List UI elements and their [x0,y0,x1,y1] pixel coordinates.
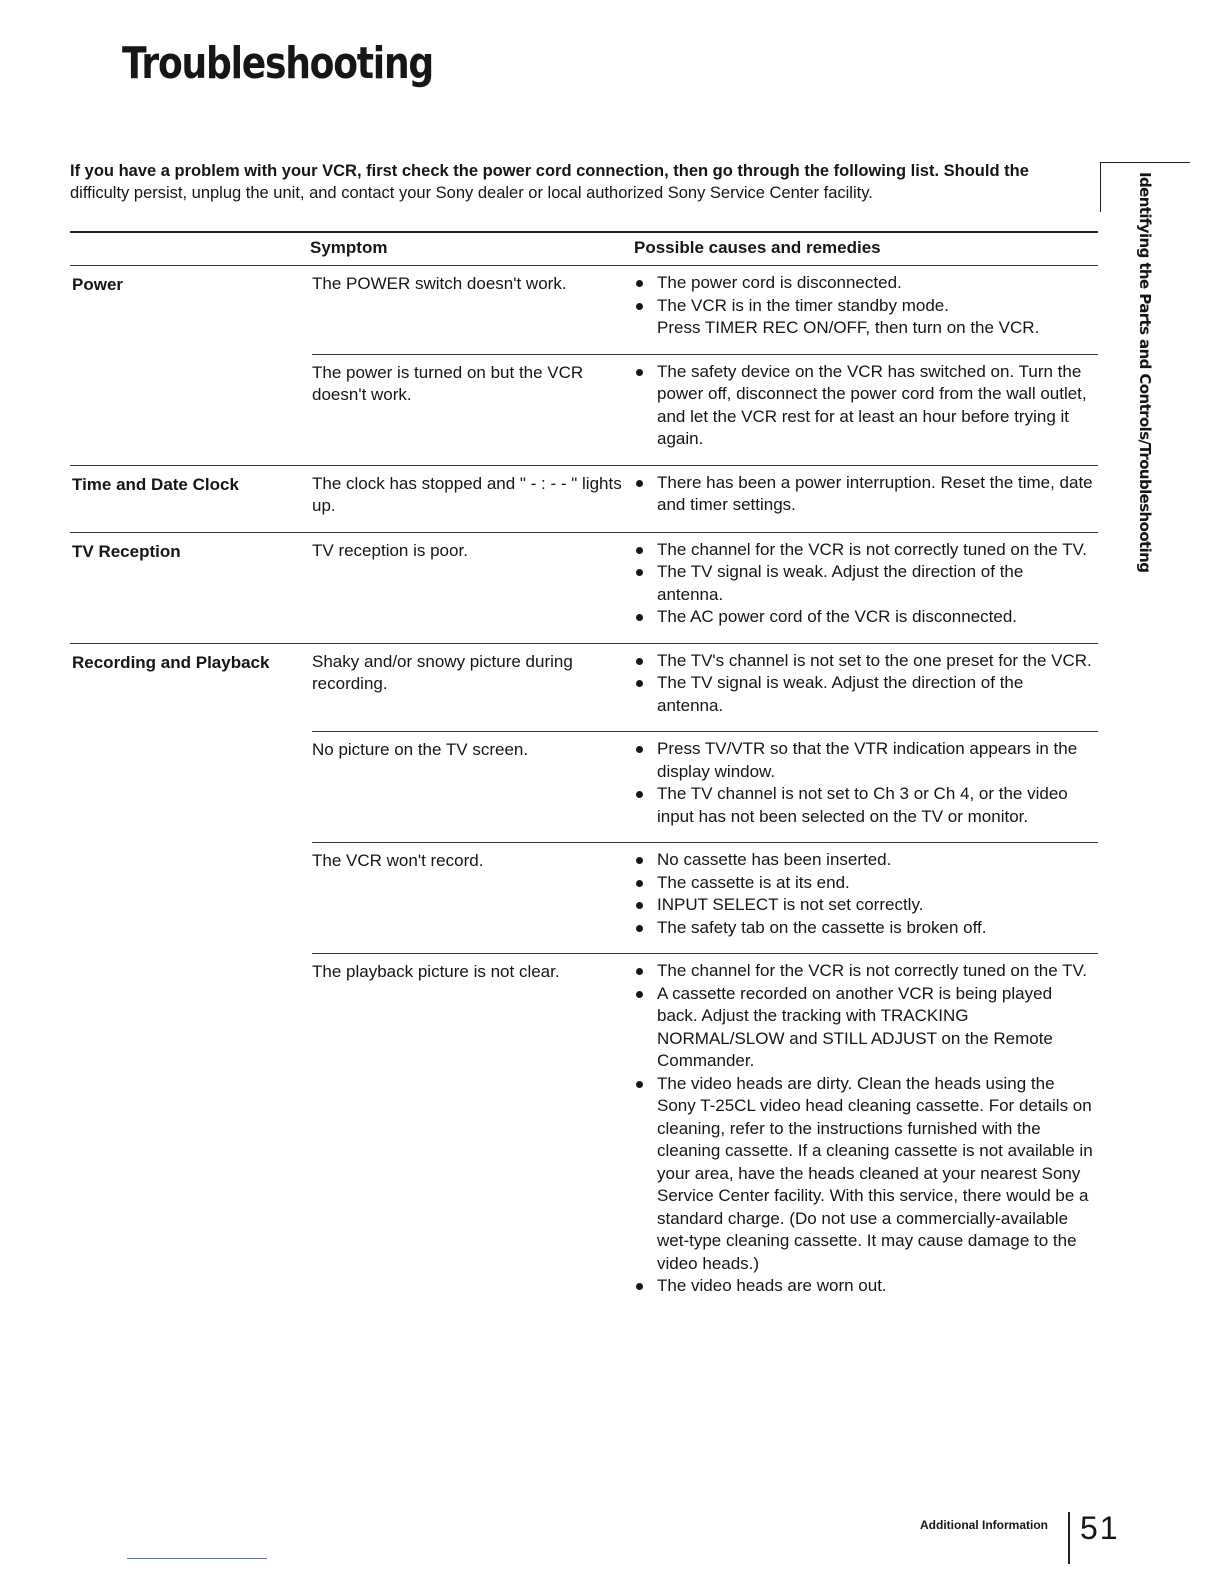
remedy-item: The power cord is disconnected. [634,272,1094,295]
remedy-item: The channel for the VCR is not correctly tuned on the TV. [634,539,1094,562]
remedy-item: INPUT SELECT is not set correctly. [634,894,1094,917]
table-row [312,266,1098,354]
group-entries [312,466,1098,532]
remedy-item: Press TIMER REC ON/OFF, then turn on the VCR. [657,318,1040,337]
table-row [312,354,1098,465]
intro-lead: If you have a problem with your VCR, first check the power cord connection, then go through the following list. Should the [70,162,1029,180]
remedy-item: The TV signal is weak. Adjust the direction of the antenna. [634,561,1094,606]
troubleshooting-table [70,231,1098,1312]
section-tab-edge [1100,162,1101,212]
group-entries [312,266,1098,465]
symptom-cell: No picture on the TV screen. [312,740,529,759]
symptom-header: Symptom [310,238,388,257]
symptom-cell: The POWER switch doesn't work. [312,274,567,293]
remedy-item: The video heads are dirty. Clean the heads using the Sony T-25CL video head cleaning cassette. For details on cleaning, refer to the instructions furnished with the cleaning cassette. If a cleaning cassette is not available in your area, have the heads cleaned at your nearest Sony Service Center facility. With this service, there would be a standard charge. (Do not use a commercially-available wet-type cleaning cassette. It may cause damage to the video heads.) [634,1073,1094,1276]
remedy-item: Press TV/VTR so that the VTR indication appears in the display window. [634,738,1094,783]
footer-divider [1068,1512,1070,1564]
remedy-item: The AC power cord of the VCR is disconnected. [634,606,1094,629]
remedy-item: The channel for the VCR is not correctly tuned on the TV. [634,960,1094,983]
remedy-item: The video heads are worn out. [634,1275,1094,1298]
table-row [312,466,1098,532]
table-group [70,265,1098,465]
remedy-item: No cassette has been inserted. [634,849,1094,872]
remedy-item: There has been a power interruption. Reset the time, date and timer settings. [634,472,1094,517]
remedy-list [634,272,1094,340]
remedy-item: The TV's channel is not set to the one preset for the VCR. [634,650,1094,673]
bottom-rule [127,1558,267,1559]
table-row [312,644,1098,732]
table-row [312,533,1098,643]
group-label: Time and Date Clock [72,474,239,494]
symptom-cell: The clock has stopped and " - : - - " lights up. [312,473,622,515]
remedy-list [634,361,1094,451]
table-group [70,465,1098,532]
remedy-item: The safety device on the VCR has switched on. Turn the power off, disconnect the power cord from the wall outlet, and let the VCR rest for at least an hour before trying it again. [634,361,1094,451]
page-title: Troubleshooting [122,38,433,89]
table-header [70,233,1098,265]
table-row [312,953,1098,1312]
remedy-list [634,960,1094,1298]
group-label: Recording and Playback [72,652,270,672]
group-label: TV Reception [72,541,181,561]
intro-rest: difficulty persist, unplug the unit, and contact your Sony dealer or local authorized Sony Service Center facility. [70,184,873,202]
intro-paragraph [70,160,1060,204]
group-entries [312,644,1098,1312]
remedy-item: A cassette recorded on another VCR is being played back. Adjust the tracking with TRACKING NORMAL/SLOW and STILL ADJUST on the Remote Commander. [634,983,1094,1073]
remedy-list [634,849,1094,939]
table-body [70,265,1098,1312]
remedy-list [634,650,1094,718]
remedy-list [634,539,1094,629]
remedy-item: The safety tab on the cassette is broken off. [634,917,1094,940]
symptom-cell: The playback picture is not clear. [312,962,560,981]
remedy-item: The TV signal is weak. Adjust the direction of the antenna. [634,672,1094,717]
remedy-item: The cassette is at its end. [634,872,1094,895]
table-row [312,731,1098,842]
table-group [70,532,1098,643]
table-group [70,643,1098,1312]
remedies-header: Possible causes and remedies [634,238,881,257]
section-tab-rule [1100,162,1190,163]
remedy-item: The TV channel is not set to Ch 3 or Ch 4, or the video input has not been selected on the TV or monitor. [634,783,1094,828]
symptom-cell: TV reception is poor. [312,540,468,560]
symptom-cell: The VCR won't record. [312,851,484,870]
page-number: 51 [1080,1510,1120,1546]
group-entries [312,533,1098,643]
remedy-list [634,738,1094,828]
symptom-cell: The power is turned on but the VCR doesn't work. [312,362,584,404]
footer-section: Additional Information [920,1518,1048,1532]
remedy-list [634,472,1094,518]
section-tab-label: Identifying the Parts and Controls/Troubleshooting [1136,172,1154,573]
group-label: Power [72,275,124,294]
symptom-cell: Shaky and/or snowy picture during recording. [312,651,573,693]
table-row [312,842,1098,953]
remedy-item: The VCR is in the timer standby mode. [634,295,1094,318]
